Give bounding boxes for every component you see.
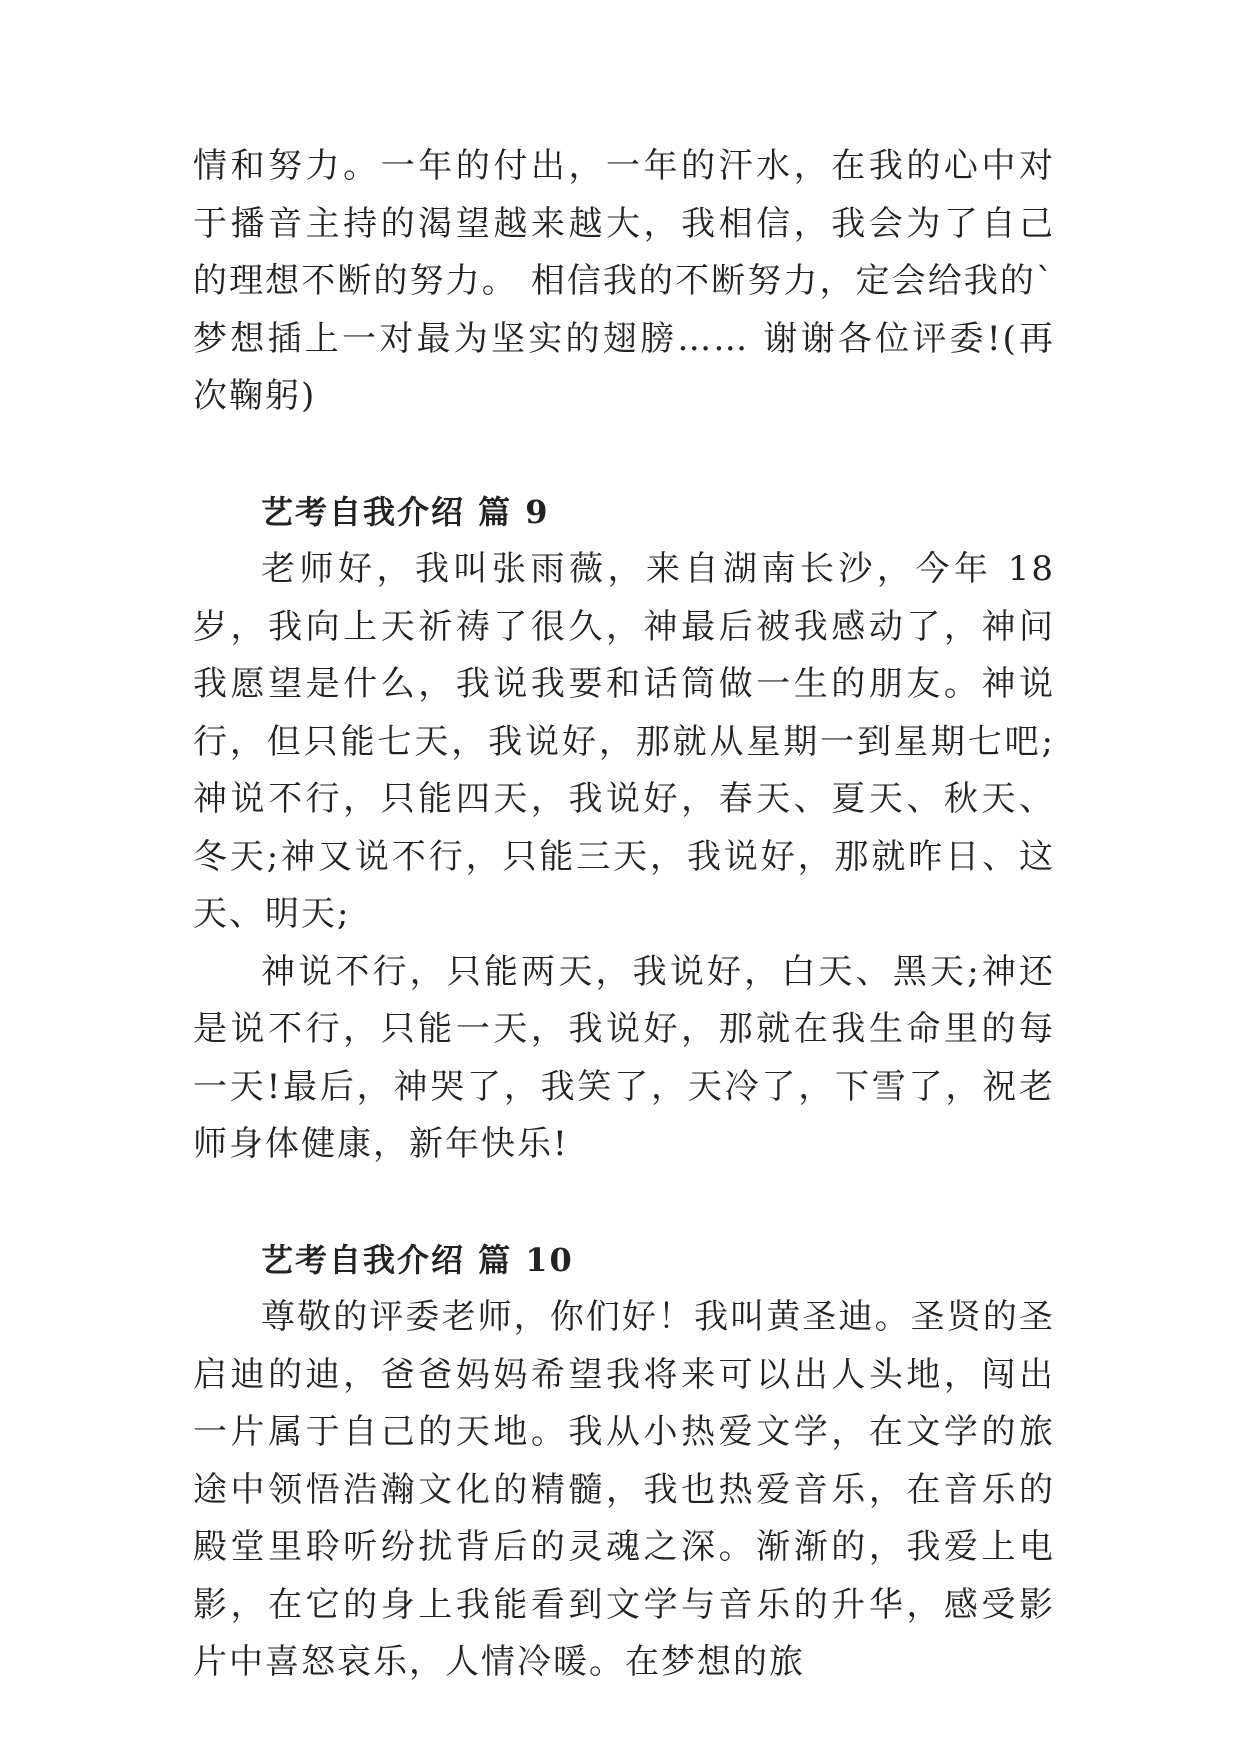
document-body	[193, 138, 1055, 1692]
section-9-paragraph-2: 神说不行，只能两天，我说好，白天、黑天;神还是说不行，只能一天，我说好，那就在我生命里的每一天!最后，神哭了，我笑了，天冷了，下雪了，祝老师身体健康，新年快乐!	[193, 951, 1055, 1164]
section-9-heading: 艺考自我介绍 篇 9	[261, 492, 550, 531]
section-spacer	[193, 426, 1055, 484]
section-spacer	[193, 1174, 1055, 1232]
section-10-paragraph-1: 尊敬的评委老师，你们好！我叫黄圣迪。圣贤的圣启迪的迪，爸爸妈妈希望我将来可以出人头地，闯出一片属于自己的天地。我从小热爱文学，在文学的旅途中领悟浩瀚文化的精髓，我也热爱音乐，在音乐的殿堂里聆听纷扰背后的灵魂之深。渐渐的，我爱上电影，在它的身上我能看到文学与音乐的升华，感受影片中喜怒哀乐，人情冷暖。在梦想的旅	[193, 1297, 1055, 1682]
section-9-paragraph-1: 老师好，我叫张雨薇，来自湖南长沙，今年 18 岁，我向上天祈祷了很久，神最后被我感动了，神问我愿望是什么，我说我要和话筒做一生的朋友。神说行，但只能七天，我说好，那就从星期一到星期七吧;神说不行，只能四天，我说好，春天、夏天、秋天、冬天;神又说不行，只能三天，我说好，那就昨日、这天、明天;	[193, 549, 1055, 934]
continuation-paragraph: 情和努力。一年的付出，一年的汗水，在我的心中对于播音主持的渴望越来越大，我相信，我会为了自己的理想不断的努力。 相信我的不断努力，定会给我的`梦想插上一对最为坚实的翅膀…… 谢谢各位评委!(再次鞠躬)	[193, 146, 1055, 416]
section-10-heading: 艺考自我介绍 篇 10	[261, 1240, 574, 1279]
